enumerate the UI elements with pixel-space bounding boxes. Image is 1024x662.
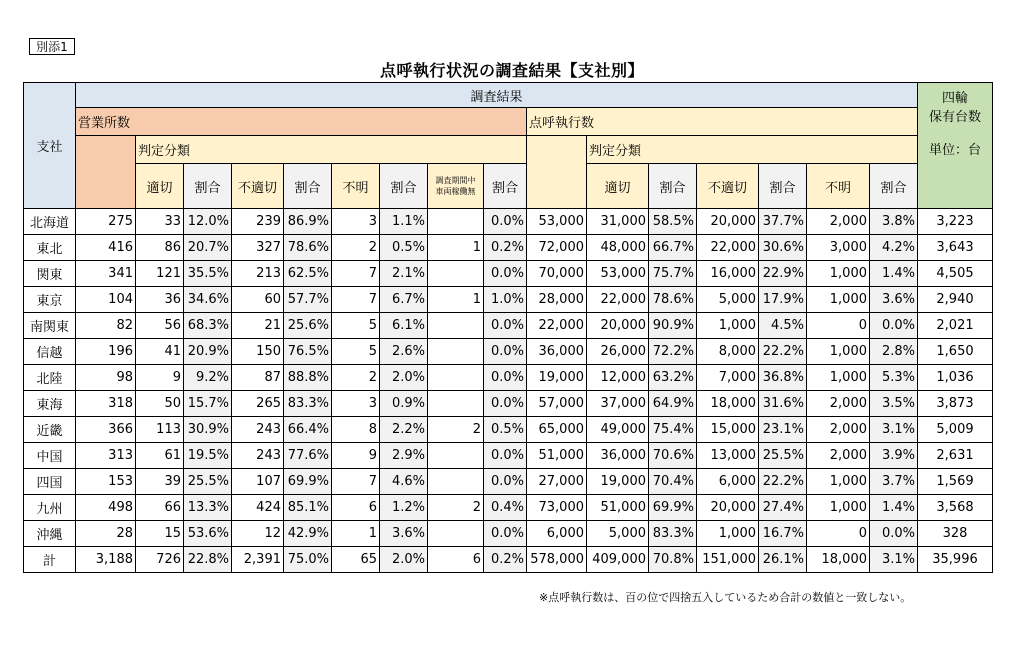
value-cell: 27.4%	[759, 495, 807, 521]
value-cell: 2,940	[918, 287, 993, 313]
value-cell: 66.7%	[649, 235, 697, 261]
table-row	[24, 365, 993, 391]
value-cell: 20.7%	[184, 235, 232, 261]
value-cell: 578,000	[527, 547, 587, 573]
value-cell: 70,000	[527, 261, 587, 287]
value-cell: 50	[136, 391, 184, 417]
col-ratio: 割合	[649, 164, 697, 209]
value-cell: 3.1%	[870, 547, 918, 573]
value-cell: 2,000	[807, 417, 870, 443]
value-cell: 0.5%	[380, 235, 428, 261]
value-cell: 416	[76, 235, 136, 261]
value-cell: 1,000	[807, 261, 870, 287]
rollcall-count-spacer	[527, 136, 587, 209]
value-cell: 49,000	[587, 417, 649, 443]
table-row	[24, 209, 993, 235]
value-cell: 15.7%	[184, 391, 232, 417]
value-cell: 16,000	[697, 261, 759, 287]
col-ratio: 割合	[484, 164, 527, 209]
value-cell: 0.0%	[870, 313, 918, 339]
value-cell: 0	[807, 313, 870, 339]
value-cell: 78.6%	[284, 235, 332, 261]
value-cell: 42.9%	[284, 521, 332, 547]
value-cell: 12	[232, 521, 284, 547]
table-row	[24, 339, 993, 365]
value-cell	[428, 339, 484, 365]
col-appropriate: 適切	[587, 164, 649, 209]
total-row	[24, 547, 993, 573]
value-cell: 13.3%	[184, 495, 232, 521]
value-cell: 0.0%	[484, 339, 527, 365]
value-cell: 1	[428, 287, 484, 313]
value-cell: 341	[76, 261, 136, 287]
value-cell: 5,009	[918, 417, 993, 443]
value-cell: 6	[332, 495, 380, 521]
value-cell: 1,000	[807, 287, 870, 313]
value-cell: 57.7%	[284, 287, 332, 313]
value-cell: 22,000	[587, 287, 649, 313]
col-no-vehicle: 調査期間中 車両稼働無	[428, 164, 484, 209]
branch-name-cell: 近畿	[24, 417, 76, 443]
value-cell: 2,000	[807, 443, 870, 469]
value-cell: 1,000	[807, 469, 870, 495]
value-cell: 66.4%	[284, 417, 332, 443]
branch-name-cell: 北陸	[24, 365, 76, 391]
value-cell: 239	[232, 209, 284, 235]
value-cell: 2.0%	[380, 365, 428, 391]
value-cell: 2	[332, 365, 380, 391]
value-cell: 2.2%	[380, 417, 428, 443]
value-cell: 70.8%	[649, 547, 697, 573]
col-inappropriate: 不適切	[232, 164, 284, 209]
value-cell: 37,000	[587, 391, 649, 417]
value-cell: 1.2%	[380, 495, 428, 521]
value-cell: 150	[232, 339, 284, 365]
value-cell: 3,643	[918, 235, 993, 261]
table-row	[24, 287, 993, 313]
col-ratio: 割合	[284, 164, 332, 209]
value-cell: 72,000	[527, 235, 587, 261]
value-cell: 68.3%	[184, 313, 232, 339]
branch-name-cell: 東北	[24, 235, 76, 261]
value-cell: 0.2%	[484, 235, 527, 261]
value-cell: 7	[332, 287, 380, 313]
value-cell: 1	[428, 235, 484, 261]
value-cell: 39	[136, 469, 184, 495]
col-ratio: 割合	[184, 164, 232, 209]
value-cell: 2,631	[918, 443, 993, 469]
value-cell: 18,000	[807, 547, 870, 573]
value-cell	[428, 209, 484, 235]
value-cell: 121	[136, 261, 184, 287]
value-cell: 33	[136, 209, 184, 235]
value-cell: 265	[232, 391, 284, 417]
value-cell: 70.6%	[649, 443, 697, 469]
value-cell: 15	[136, 521, 184, 547]
table-row	[24, 313, 993, 339]
value-cell: 36.8%	[759, 365, 807, 391]
value-cell: 2	[428, 495, 484, 521]
value-cell	[428, 521, 484, 547]
value-cell: 58.5%	[649, 209, 697, 235]
value-cell: 12.0%	[184, 209, 232, 235]
value-cell: 107	[232, 469, 284, 495]
value-cell: 12,000	[587, 365, 649, 391]
value-cell: 3	[332, 391, 380, 417]
value-cell: 36,000	[527, 339, 587, 365]
value-cell: 0.0%	[870, 521, 918, 547]
office-count-spacer	[76, 136, 136, 209]
col-ratio: 割合	[870, 164, 918, 209]
value-cell: 69.9%	[649, 495, 697, 521]
value-cell: 20,000	[697, 495, 759, 521]
value-cell: 51,000	[587, 495, 649, 521]
value-cell: 3.6%	[870, 287, 918, 313]
value-cell: 3.6%	[380, 521, 428, 547]
value-cell: 1.4%	[870, 261, 918, 287]
table-row	[24, 443, 993, 469]
value-cell: 153	[76, 469, 136, 495]
value-cell: 78.6%	[649, 287, 697, 313]
branch-name-cell: 東京	[24, 287, 76, 313]
value-cell: 0.0%	[484, 365, 527, 391]
value-cell: 30.9%	[184, 417, 232, 443]
value-cell: 3,873	[918, 391, 993, 417]
value-cell: 7	[332, 469, 380, 495]
value-cell: 66	[136, 495, 184, 521]
value-cell: 327	[232, 235, 284, 261]
value-cell: 9	[136, 365, 184, 391]
office-judgement-header: 判定分類	[136, 136, 527, 164]
value-cell: 72.2%	[649, 339, 697, 365]
col-ratio: 割合	[380, 164, 428, 209]
value-cell: 22.2%	[759, 469, 807, 495]
value-cell: 82	[76, 313, 136, 339]
value-cell: 98	[76, 365, 136, 391]
branch-name-cell: 計	[24, 547, 76, 573]
value-cell: 7	[332, 261, 380, 287]
table-row	[24, 235, 993, 261]
table-row	[24, 261, 993, 287]
value-cell: 16.7%	[759, 521, 807, 547]
value-cell: 62.5%	[284, 261, 332, 287]
value-cell: 69.9%	[284, 469, 332, 495]
value-cell: 28	[76, 521, 136, 547]
value-cell: 275	[76, 209, 136, 235]
value-cell: 0	[807, 521, 870, 547]
value-cell: 3.5%	[870, 391, 918, 417]
value-cell: 20.9%	[184, 339, 232, 365]
value-cell: 5	[332, 339, 380, 365]
value-cell: 366	[76, 417, 136, 443]
page-title: 点呼執行状況の調査結果【支社別】	[379, 61, 644, 80]
value-cell: 26.1%	[759, 547, 807, 573]
value-cell: 13,000	[697, 443, 759, 469]
value-cell: 83.3%	[649, 521, 697, 547]
vehicle-count-header	[918, 83, 993, 209]
value-cell: 328	[918, 521, 993, 547]
value-cell: 75.0%	[284, 547, 332, 573]
value-cell: 37.7%	[759, 209, 807, 235]
value-cell: 87	[232, 365, 284, 391]
value-cell: 0.0%	[484, 443, 527, 469]
value-cell: 6	[428, 547, 484, 573]
value-cell: 22,000	[527, 313, 587, 339]
value-cell: 213	[232, 261, 284, 287]
value-cell: 36,000	[587, 443, 649, 469]
value-cell: 5	[332, 313, 380, 339]
value-cell: 3,000	[807, 235, 870, 261]
table-row	[24, 495, 993, 521]
value-cell: 2.6%	[380, 339, 428, 365]
value-cell: 53.6%	[184, 521, 232, 547]
branch-name-cell: 中国	[24, 443, 76, 469]
value-cell: 51,000	[527, 443, 587, 469]
value-cell: 1,000	[807, 365, 870, 391]
value-cell: 88.8%	[284, 365, 332, 391]
results-table	[23, 82, 993, 573]
table-row	[24, 469, 993, 495]
value-cell: 4.6%	[380, 469, 428, 495]
value-cell: 5,000	[587, 521, 649, 547]
rollcall-count-header: 点呼執行数	[527, 108, 918, 136]
branch-name-cell: 四国	[24, 469, 76, 495]
office-count-header: 営業所数	[76, 108, 527, 136]
value-cell: 77.6%	[284, 443, 332, 469]
value-cell: 83.3%	[284, 391, 332, 417]
col-unknown: 不明	[807, 164, 870, 209]
value-cell: 19,000	[587, 469, 649, 495]
holdings-label: 保有台数	[928, 110, 981, 125]
value-cell: 113	[136, 417, 184, 443]
col-appropriate: 適切	[136, 164, 184, 209]
value-cell: 1.4%	[870, 495, 918, 521]
footnote: ※点呼執行数は、百の位で四捨五入しているため合計の数値と一致しない。	[539, 591, 912, 604]
value-cell: 3.7%	[870, 469, 918, 495]
value-cell: 0.0%	[484, 261, 527, 287]
value-cell: 53,000	[587, 261, 649, 287]
value-cell: 76.5%	[284, 339, 332, 365]
value-cell: 2.1%	[380, 261, 428, 287]
value-cell: 5,000	[697, 287, 759, 313]
value-cell: 17.9%	[759, 287, 807, 313]
value-cell: 36	[136, 287, 184, 313]
value-cell: 6,000	[527, 521, 587, 547]
value-cell: 1,650	[918, 339, 993, 365]
value-cell: 2.9%	[380, 443, 428, 469]
value-cell: 4.5%	[759, 313, 807, 339]
value-cell: 65	[332, 547, 380, 573]
value-cell: 22.2%	[759, 339, 807, 365]
value-cell: 726	[136, 547, 184, 573]
survey-results-header: 調査結果	[76, 83, 918, 108]
value-cell: 53,000	[527, 209, 587, 235]
value-cell: 64.9%	[649, 391, 697, 417]
value-cell: 2,391	[232, 547, 284, 573]
value-cell: 3	[332, 209, 380, 235]
value-cell: 22.9%	[759, 261, 807, 287]
value-cell: 1	[332, 521, 380, 547]
value-cell: 63.2%	[649, 365, 697, 391]
value-cell: 0.0%	[484, 391, 527, 417]
value-cell: 20,000	[697, 209, 759, 235]
attachment-label: 別添1	[29, 38, 75, 55]
value-cell: 28,000	[527, 287, 587, 313]
value-cell: 2	[428, 417, 484, 443]
value-cell: 6,000	[697, 469, 759, 495]
value-cell	[428, 261, 484, 287]
value-cell: 31,000	[587, 209, 649, 235]
value-cell: 86	[136, 235, 184, 261]
value-cell: 23.1%	[759, 417, 807, 443]
value-cell: 0.2%	[484, 547, 527, 573]
value-cell: 31.6%	[759, 391, 807, 417]
value-cell: 25.6%	[284, 313, 332, 339]
value-cell: 2.0%	[380, 547, 428, 573]
value-cell: 3.1%	[870, 417, 918, 443]
table-row	[24, 521, 993, 547]
value-cell: 1,000	[807, 339, 870, 365]
branch-name-cell: 南関東	[24, 313, 76, 339]
value-cell: 2,021	[918, 313, 993, 339]
value-cell: 9.2%	[184, 365, 232, 391]
value-cell: 25.5%	[184, 469, 232, 495]
value-cell: 151,000	[697, 547, 759, 573]
value-cell: 318	[76, 391, 136, 417]
value-cell: 18,000	[697, 391, 759, 417]
branch-name-cell: 沖縄	[24, 521, 76, 547]
value-cell: 7,000	[697, 365, 759, 391]
value-cell: 0.5%	[484, 417, 527, 443]
value-cell: 61	[136, 443, 184, 469]
value-cell: 20,000	[587, 313, 649, 339]
value-cell: 22,000	[697, 235, 759, 261]
value-cell: 60	[232, 287, 284, 313]
value-cell: 26,000	[587, 339, 649, 365]
rollcall-judgement-header: 判定分類	[587, 136, 918, 164]
table-row	[24, 417, 993, 443]
value-cell: 2,000	[807, 391, 870, 417]
value-cell: 6.7%	[380, 287, 428, 313]
value-cell: 5.3%	[870, 365, 918, 391]
value-cell: 75.7%	[649, 261, 697, 287]
value-cell: 3.8%	[870, 209, 918, 235]
branch-name-cell: 東海	[24, 391, 76, 417]
value-cell: 4,505	[918, 261, 993, 287]
value-cell: 2.8%	[870, 339, 918, 365]
value-cell: 73,000	[527, 495, 587, 521]
value-cell: 70.4%	[649, 469, 697, 495]
value-cell	[428, 443, 484, 469]
value-cell: 90.9%	[649, 313, 697, 339]
value-cell: 35,996	[918, 547, 993, 573]
branch-name-cell: 九州	[24, 495, 76, 521]
value-cell: 3.9%	[870, 443, 918, 469]
four-wheel-label: 四輪	[941, 91, 968, 106]
value-cell: 196	[76, 339, 136, 365]
value-cell: 21	[232, 313, 284, 339]
value-cell: 0.0%	[484, 313, 527, 339]
value-cell: 409,000	[587, 547, 649, 573]
value-cell	[428, 365, 484, 391]
value-cell: 1,000	[697, 313, 759, 339]
value-cell: 0.9%	[380, 391, 428, 417]
value-cell: 3,188	[76, 547, 136, 573]
value-cell: 25.5%	[759, 443, 807, 469]
value-cell	[428, 313, 484, 339]
value-cell: 4.2%	[870, 235, 918, 261]
col-unknown: 不明	[332, 164, 380, 209]
value-cell: 1,000	[697, 521, 759, 547]
value-cell: 48,000	[587, 235, 649, 261]
value-cell: 30.6%	[759, 235, 807, 261]
value-cell: 2,000	[807, 209, 870, 235]
branch-name-cell: 関東	[24, 261, 76, 287]
value-cell: 35.5%	[184, 261, 232, 287]
branch-name-cell: 北海道	[24, 209, 76, 235]
value-cell: 1,036	[918, 365, 993, 391]
value-cell: 243	[232, 443, 284, 469]
value-cell: 56	[136, 313, 184, 339]
table-row	[24, 391, 993, 417]
value-cell: 0.0%	[484, 469, 527, 495]
value-cell: 1.1%	[380, 209, 428, 235]
value-cell: 2	[332, 235, 380, 261]
value-cell	[428, 391, 484, 417]
value-cell: 8,000	[697, 339, 759, 365]
value-cell: 1,000	[807, 495, 870, 521]
value-cell: 104	[76, 287, 136, 313]
value-cell: 75.4%	[649, 417, 697, 443]
branch-name-cell: 信越	[24, 339, 76, 365]
unit-label: 単位：台	[928, 143, 981, 158]
value-cell: 15,000	[697, 417, 759, 443]
value-cell: 313	[76, 443, 136, 469]
value-cell: 65,000	[527, 417, 587, 443]
value-cell: 1,569	[918, 469, 993, 495]
value-cell: 0.0%	[484, 521, 527, 547]
value-cell: 57,000	[527, 391, 587, 417]
value-cell: 8	[332, 417, 380, 443]
value-cell: 6.1%	[380, 313, 428, 339]
value-cell: 41	[136, 339, 184, 365]
value-cell: 243	[232, 417, 284, 443]
value-cell: 424	[232, 495, 284, 521]
branch-header: 支社	[24, 83, 76, 209]
value-cell: 0.0%	[484, 209, 527, 235]
col-inappropriate: 不適切	[697, 164, 759, 209]
value-cell: 3,223	[918, 209, 993, 235]
value-cell: 22.8%	[184, 547, 232, 573]
value-cell: 19.5%	[184, 443, 232, 469]
value-cell: 9	[332, 443, 380, 469]
value-cell: 34.6%	[184, 287, 232, 313]
value-cell: 1.0%	[484, 287, 527, 313]
value-cell: 498	[76, 495, 136, 521]
value-cell: 19,000	[527, 365, 587, 391]
value-cell: 86.9%	[284, 209, 332, 235]
col-ratio: 割合	[759, 164, 807, 209]
value-cell: 85.1%	[284, 495, 332, 521]
value-cell	[428, 469, 484, 495]
value-cell: 0.4%	[484, 495, 527, 521]
value-cell: 27,000	[527, 469, 587, 495]
value-cell: 3,568	[918, 495, 993, 521]
